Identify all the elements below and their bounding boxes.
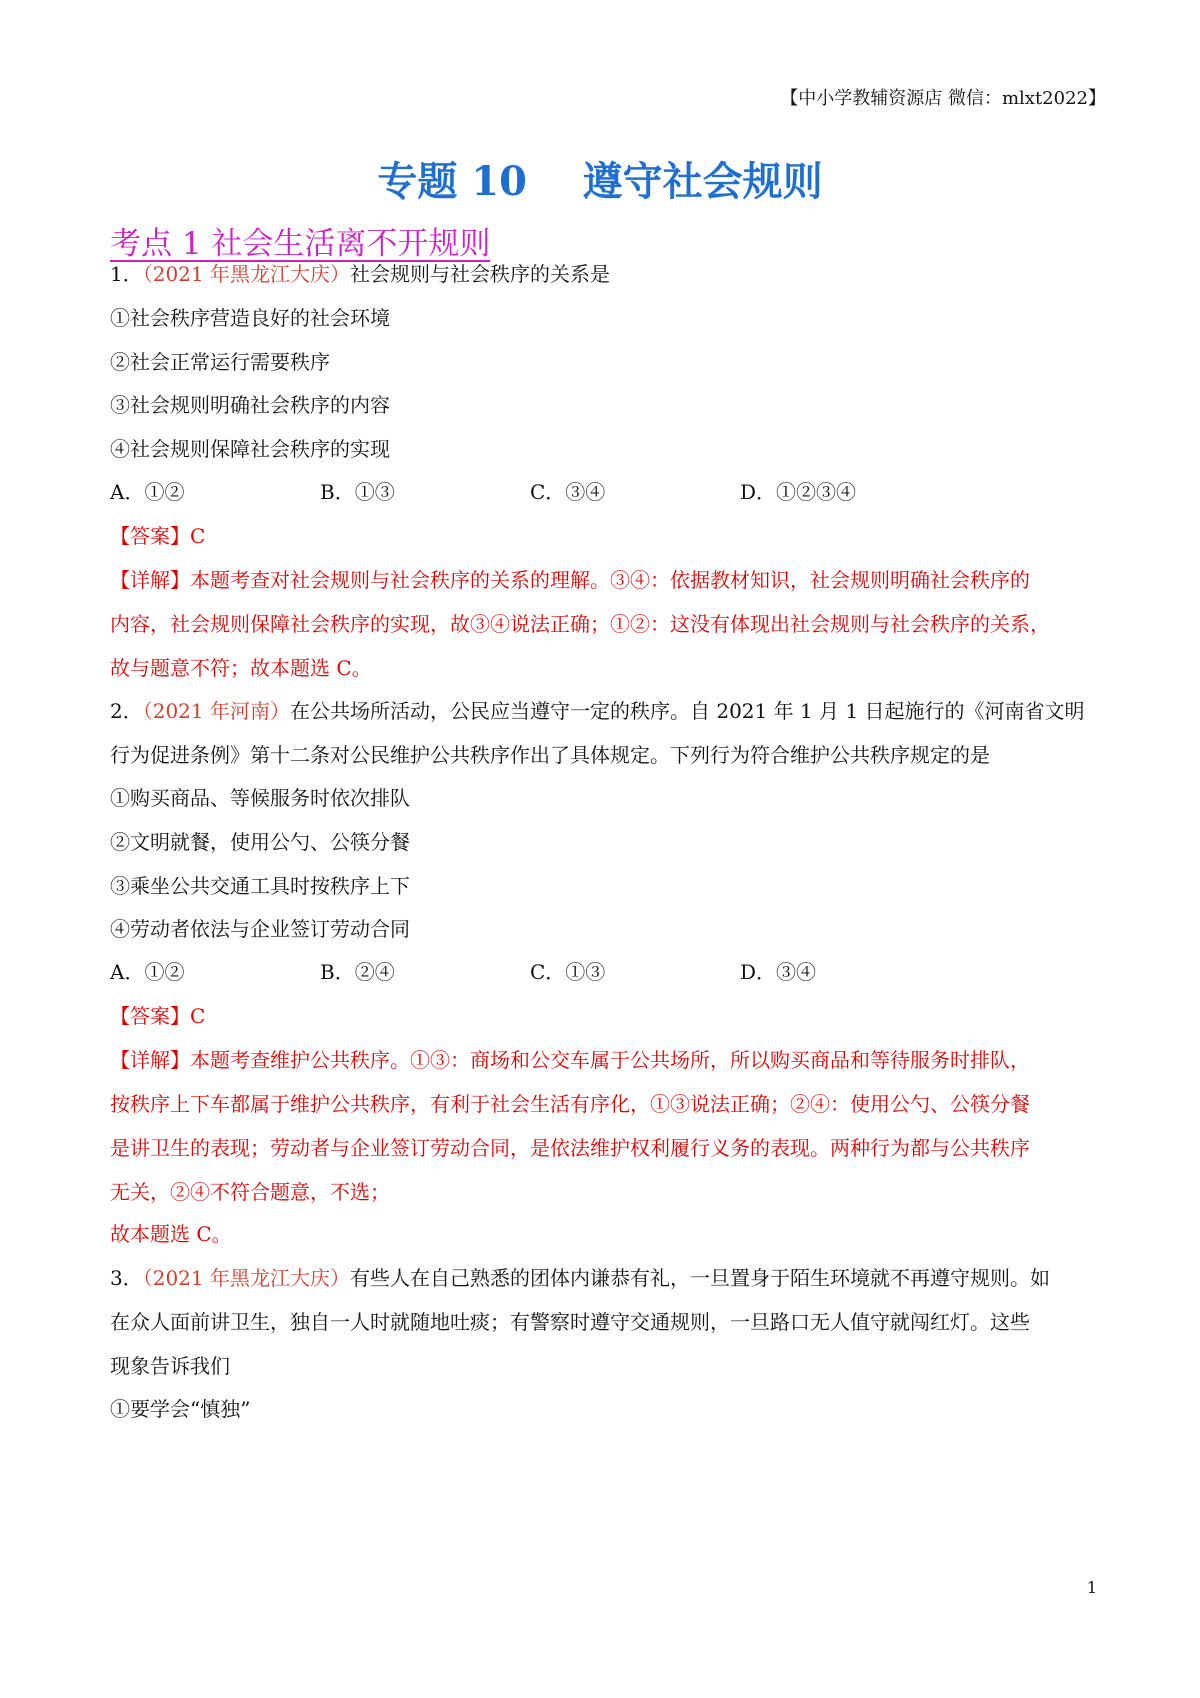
question-1-option-d: D．①②③④ (740, 480, 857, 504)
question-2-answer: 【答案】C (110, 1004, 206, 1028)
question-3-stem-line-3: 现象告诉我们 (110, 1354, 230, 1378)
question-2-explanation: 无关，②④不符合题意，不选； (110, 1180, 390, 1204)
question-3-stem-line-1: 3．（2021 年黑龙江大庆）有些人在自己熟悉的团体内谦恭有礼，一旦置身于陌生环境就不再遵守规则。如 (110, 1266, 1050, 1290)
question-2-stem-line-1: 2．（2021 年河南）在公共场所活动，公民应当遵守一定的秩序。自 2021 年 1 月 1 日起施行的《河南省文明 (110, 699, 1085, 723)
question-1-explanation: 内容，社会规则保障社会秩序的实现，故③④说法正确；①②：这没有体现出社会规则与社会秩序的关系， (110, 612, 1050, 636)
question-1-option-a: A．①② (110, 480, 185, 504)
question-2-explanation: 是讲卫生的表现；劳动者与企业签订劳动合同，是依法维护权利履行义务的表现。两种行为都与公共秩序 (110, 1136, 1030, 1160)
question-1-item: ①社会秩序营造良好的社会环境 (110, 306, 390, 330)
question-2-item: ①购买商品、等候服务时依次排队 (110, 786, 410, 810)
question-1-option-b: B．①③ (320, 480, 395, 504)
document-title: 专题 10 遵守社会规则 (377, 158, 823, 205)
question-1-item: ④社会规则保障社会秩序的实现 (110, 437, 390, 461)
question-1-source: （2021 年黑龙江大庆） (142, 262, 350, 286)
question-3-item: ①要学会“慎独” (110, 1397, 251, 1421)
question-2-explanation: 故本题选 C。 (110, 1222, 232, 1246)
question-2-option-a: A．①② (110, 960, 185, 984)
question-2-explanation: 【详解】本题考查维护公共秩序。①③：商场和公交车属于公共场所，所以购买商品和等待服务时排队， (110, 1048, 1030, 1072)
header-note: 【中小学教辅资源店 微信：mlxt2022】 (780, 88, 1106, 109)
question-2-item: ②文明就餐，使用公勺、公筷分餐 (110, 830, 410, 854)
question-1-option-c: C．③④ (530, 480, 606, 504)
question-2-option-c: C．①③ (530, 960, 606, 984)
question-2-source: （2021 年河南） (142, 699, 290, 723)
question-2-item: ④劳动者依法与企业签订劳动合同 (110, 917, 410, 941)
question-2-explanation: 按秩序上下车都属于维护公共秩序，有利于社会生活有序化，①③说法正确；②④：使用公勺、公筷分餐 (110, 1092, 1030, 1116)
question-1-explanation: 故与题意不符；故本题选 C。 (110, 656, 372, 680)
question-2-option-d: D．③④ (740, 960, 817, 984)
question-3-stem-line-2: 在众人面前讲卫生，独自一人时就随地吐痰；有警察时遵守交通规则，一旦路口无人值守就闯红灯。这些 (110, 1310, 1030, 1334)
question-1-item: ②社会正常运行需要秩序 (110, 350, 330, 374)
page-number: 1 (1086, 1578, 1097, 1597)
question-1-answer: 【答案】C (110, 524, 206, 548)
question-2-stem-line-2: 行为促进条例》第十二条对公民维护公共秩序作出了具体规定。下列行为符合维护公共秩序规定的是 (110, 743, 990, 767)
question-3-source: （2021 年黑龙江大庆） (142, 1266, 350, 1290)
section-title: 考点 1 社会生活离不开规则 (110, 226, 491, 262)
question-1-item: ③社会规则明确社会秩序的内容 (110, 393, 390, 417)
question-1-stem-line-1: 1．（2021 年黑龙江大庆）社会规则与社会秩序的关系是 (110, 262, 610, 286)
question-1-explanation: 【详解】本题考查对社会规则与社会秩序的关系的理解。③④：依据教材知识，社会规则明确社会秩序的 (110, 568, 1030, 592)
question-2-item: ③乘坐公共交通工具时按秩序上下 (110, 874, 410, 898)
question-2-option-b: B．②④ (320, 960, 395, 984)
